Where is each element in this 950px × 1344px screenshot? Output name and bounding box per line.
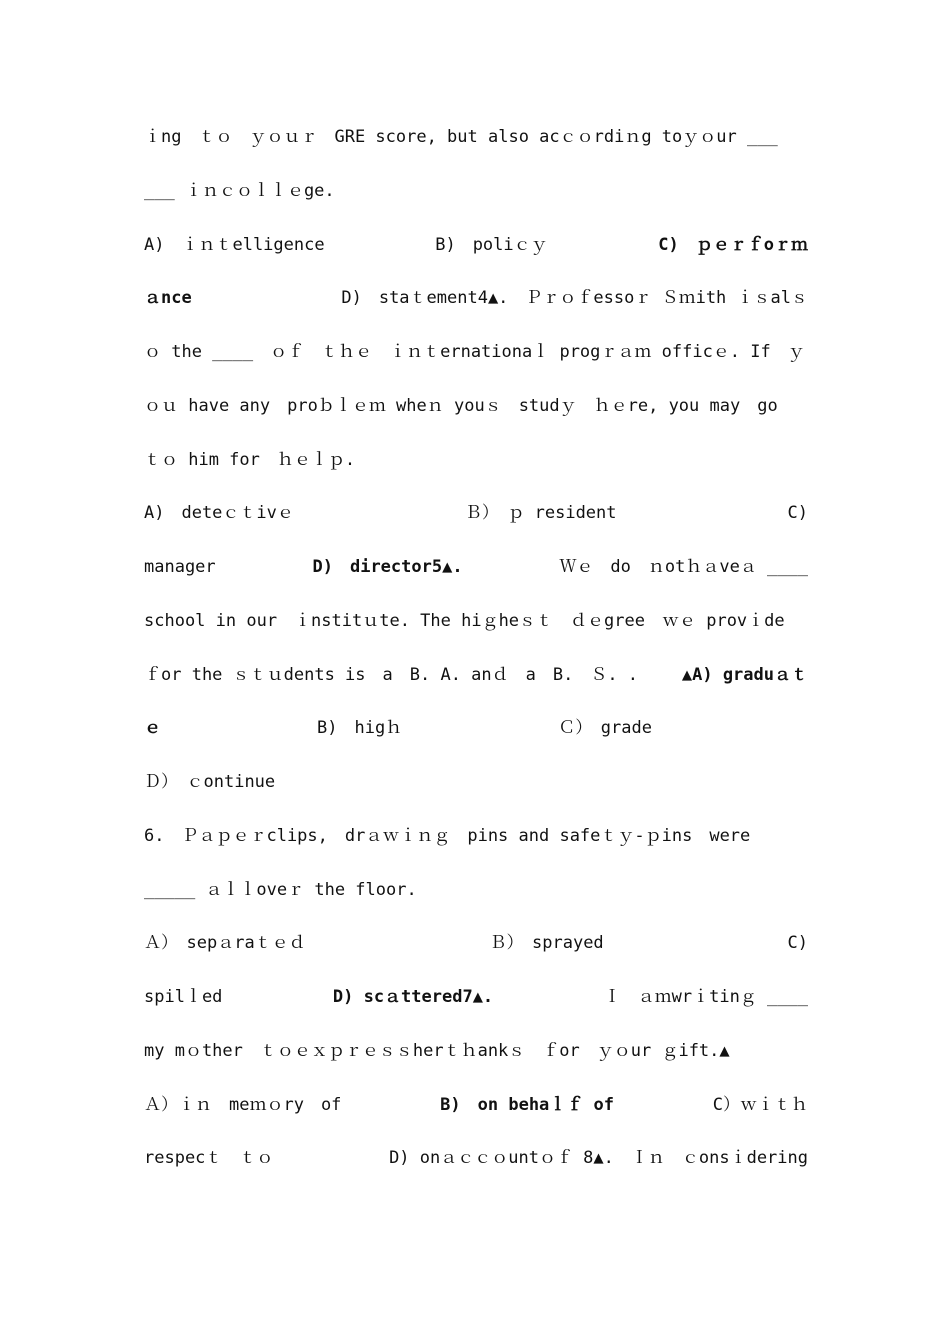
text-segment: Ａ） sepａraｔｅｄ [144,933,306,953]
answer-highlight: ｅ [144,718,161,738]
text-segment: respecｔ ｔｏ [144,1148,274,1168]
text-line [144,821,808,851]
text-line [144,283,808,313]
text-line [144,445,808,475]
text-segment: B) higｈ [317,718,403,738]
text-segment: Ｂ） sprayed [489,933,604,953]
text-line [144,1090,808,1120]
text-line [144,1143,808,1173]
text-line [144,552,808,582]
text-segment: school in our ｉnstitｕte. The hiｇheｓｔ ｄｅgree ｗｅ provｉde [144,611,785,631]
text-line [144,1036,808,1066]
text-line [144,337,808,367]
text-segment: my mｏther ｔｏｅｘｐｒｅｓｓherｔｈankｓ ｆor ｙｏur ｇift.▲ [144,1041,730,1061]
text-segment: Ｂ） ｐ resident [464,503,617,523]
text-line [144,713,808,743]
text-segment: Ｃ） grade [558,718,652,738]
answer-highlight: D) director5▲. [312,557,463,577]
text-segment: ｏ the ____ ｏｆ ｔｈｅ ｉｎｔernationaｌ progｒａｍ officｅ. If ｙ [144,342,805,362]
text-line [144,875,808,905]
text-segment: B) poliｃｙ [435,235,548,255]
text-segment: ___ ｉｎｃｏｌｌｅge. [144,181,335,201]
text-line [144,982,808,1012]
text-line [144,660,808,690]
text-segment: Ｗｅ do ｎotｈａveａ ____ [559,557,808,577]
text-line [144,122,808,152]
text-segment: ｆor the ｓｔｕdents is a B. A. anｄ a B. Ｓ. . [144,665,639,685]
text-segment: C) [787,933,808,953]
text-segment: 6. Ｐａｐｅｒclips, drａｗｉｎｇ pins and safeｔｙ-ｐins were [144,826,751,846]
answer-highlight: ▲A) graduａｔ [681,665,808,685]
text-line [144,928,808,958]
text-segment: Ｄ） ｃontinue [144,772,276,792]
answer-highlight: D) scａttered7▲. [332,987,494,1007]
text-segment: A) ｉｎｔelligence [144,235,325,255]
text-line [144,391,808,421]
text-segment: D) onａｃｃｏuntｏｆ 8▲. Ｉｎ ｃonsｉdering [389,1148,808,1168]
text-segment: spilｌed [144,987,223,1007]
text-segment: Ａ）ｉｎ meｍｏry of [144,1095,342,1115]
text-line [144,230,808,260]
text-segment: Ｉ ａｍwrｉtinｇ ____ [603,987,808,1007]
text-line [144,176,808,206]
text-segment: _____ ａｌｌoveｒ the floor. [144,880,417,900]
answer-highlight: ａnce [144,288,192,308]
text-segment: A) deteｃｔivｅ [144,503,294,523]
text-line [144,606,808,636]
text-segment: C) [787,503,808,523]
text-segment: ｉng ｔｏ ｙｏｕｒ GRE score, but also acｃｏrdiｎg toｙｏur ___ [144,127,778,147]
text-segment: D) staｔement4▲. Ｐｒｏｆessoｒ Ｓｍith ｉｓalｓ [341,288,808,308]
text-segment: manager [144,557,216,577]
answer-highlight: B) on behaｌｆ of [440,1095,614,1115]
text-segment: C）ｗｉｔｈ [712,1095,808,1115]
text-line [144,767,808,797]
text-line [144,498,808,528]
text-segment: ｔｏ him for ｈｅｌｐ. [144,450,356,470]
answer-highlight: C) ｐｅｒｆoｒｍ [658,235,808,255]
text-segment: ｏｕ have any proｂｌｅｍ wheｎ youｓ studｙ ｈｅre, you may go [144,396,778,416]
